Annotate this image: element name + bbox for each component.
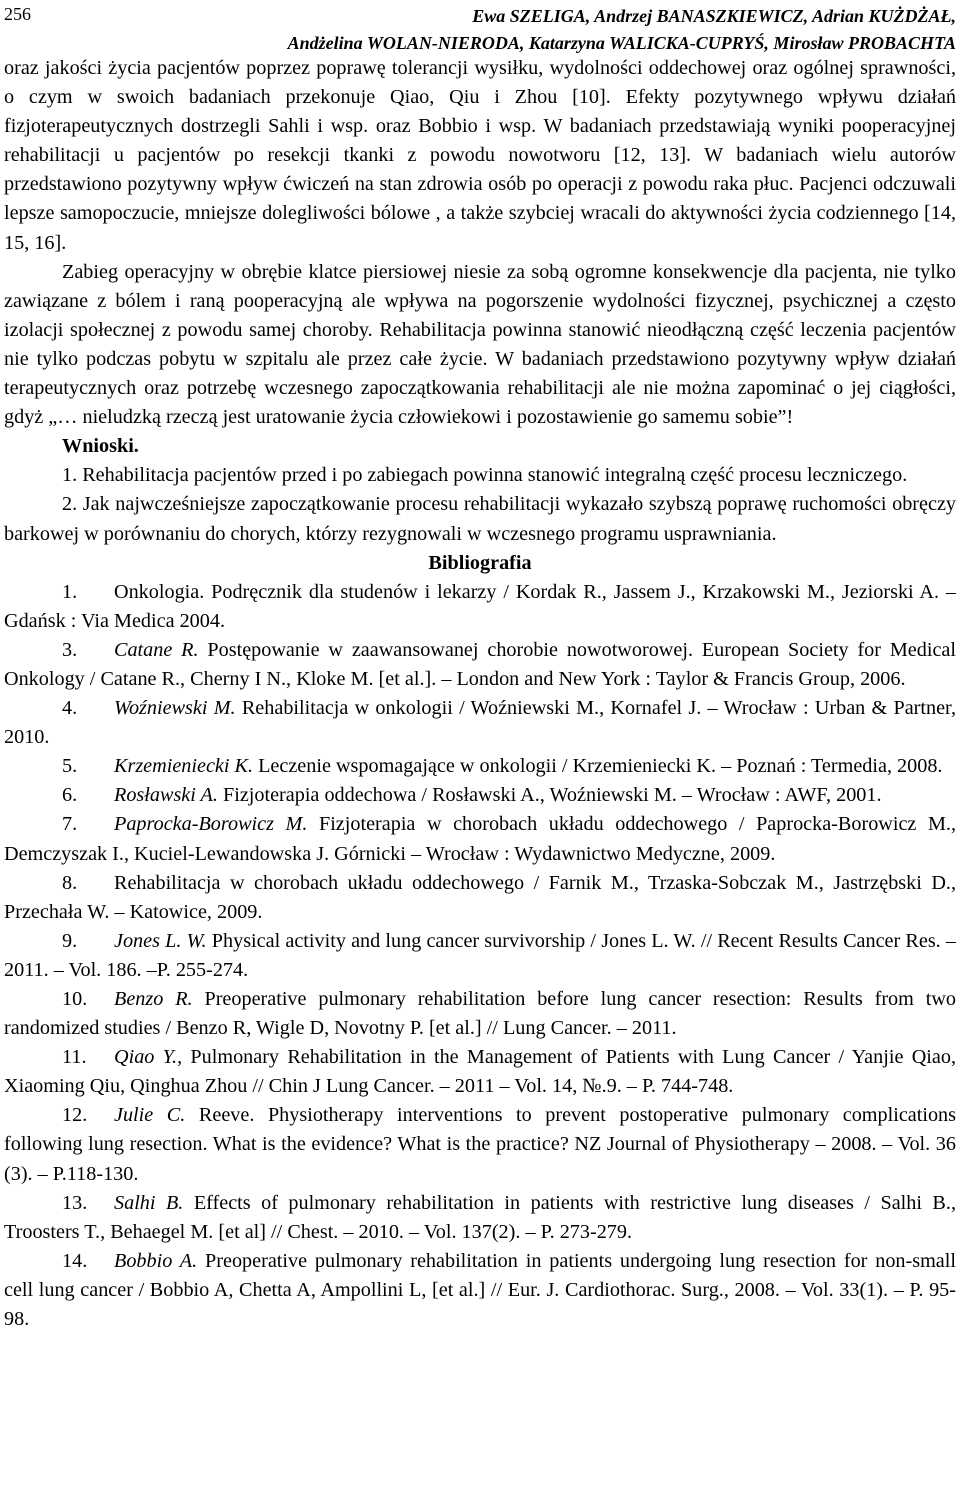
- paragraph-1: oraz jakości życia pacjentów poprzez poprawę tolerancji wysiłku, wydolności oddechowej oraz ogólnej sprawności, o czym w swoich badaniach przekonuje Qiao, Qiu i Zhou [10]. Efekty pozytywnego wpływu działań fizjoterapeutycznych dostrzegli Sahli i wsp. oraz Bobbio i wsp. W badaniach przedstawiają wyniki pooperacyjnej rehabilitacji u pacjentów po resekcji tkanki z powodu nowotworu [12, 13]. W badaniach wielu autorów przedstawiono pozytywny wpływ ćwiczeń na stan zdrowia osób po operacji z powodu raka płuc. Pacjenci odczuwali lepsze samopoczucie, mniejsze dolegliwości bólowe , a także szybciej wracali do aktywności życia codziennego [14, 15, 16].: [4, 57, 956, 254]
- entry-text: Preoperative pulmonary rehabilitation before lung cancer resection: Results from two randomized studies / Benzo R, Wigle D, Novotny P. [et al.] // Lung Cancer. – 2011.: [4, 988, 956, 1040]
- entry-text: Onkologia. Podręcznik dla studenów i lekarzy / Kordak R., Jassem J., Krzakowski M., Jeziorski A. – Gdańsk : Via Medica 2004.: [4, 580, 956, 632]
- authors-line-1: Ewa SZELIGA, Andrzej BANASZKIEWICZ, Adrian KUŻDŻAŁ,: [472, 6, 956, 26]
- bibliography-entry: [4, 985, 956, 1043]
- conclusion-1: 1. Rehabilitacja pacjentów przed i po zabiegach powinna stanowić integralną część procesu leczniczego.: [62, 464, 908, 487]
- entry-author: Qiao Y.: [114, 1046, 178, 1069]
- entry-text: Rehabilitacja w onkologii / Woźniewski M., Kornafel J. – Wrocław : Urban & Partner, 2010.: [4, 697, 957, 749]
- bibliography-entry: [4, 1247, 956, 1334]
- entry-number: 11.: [62, 1046, 87, 1069]
- entry-number: 1.: [62, 580, 78, 603]
- entry-text: Preoperative pulmonary rehabilitation in patients undergoing lung resection for non-small cell lung cancer / Bobbio A, Chetta A, Ampollini L, [et al.] // Eur. J. Cardiothorac. Surg., 2008. – Vol. 33(1). – P. 95-98.: [4, 1249, 956, 1331]
- entry-number: 13.: [62, 1191, 88, 1214]
- page: [4, 0, 956, 1334]
- entry-number: 10.: [62, 988, 88, 1010]
- entry-text: , Pulmonary Rehabilitation in the Management of Patients with Lung Cancer / Yanjie Qiao, Xiaoming Qiu, Qinghua Zhou // Chin J Lung Cancer. – 2011 – Vol. 14, №.9. – P. 744-748.: [4, 1046, 956, 1098]
- entry-number: 8.: [62, 871, 78, 894]
- entry-number: 14.: [62, 1249, 88, 1272]
- bibliography-entry: [4, 1189, 956, 1247]
- page-header: [4, 0, 956, 54]
- entry-text: Rehabilitacja w chorobach układu oddechowego / Farnik M., Trzaska-Sobczak M., Jastrzębski D., Przechała W. – Katowice, 2009.: [4, 871, 956, 923]
- bibliography-entry: [4, 636, 956, 694]
- entry-number: 6.: [62, 784, 78, 807]
- conclusions-heading: Wnioski.: [62, 435, 139, 458]
- entry-number: 5.: [62, 755, 78, 778]
- entry-number: 7.: [62, 813, 78, 836]
- bibliography-list: [4, 578, 956, 1334]
- entry-text: Postępowanie w zaawansowanej chorobie nowotworowej. European Society for Medical Onkology / Catane R., Cherny I N., Kloke M. [et al.]. – London and New York : Taylor & Francis Group, 2006.: [4, 638, 956, 690]
- entry-number: 4.: [62, 697, 78, 720]
- entry-text: Reeve. Physiotherapy interventions to prevent postoperative pulmonary complications following lung resection. What is the evidence? What is the practice? NZ Journal of Physiotherapy – 2008. – Vol. 36 (3). – P.118-130.: [4, 1104, 956, 1185]
- entry-author: Benzo R.: [114, 988, 193, 1010]
- bibliography-entry: [4, 869, 956, 927]
- entry-author: Krzemieniecki K.: [114, 755, 254, 778]
- entry-text: Leczenie wspomagające w onkologii / Krzemieniecki K. – Poznań : Termedia, 2008.: [253, 755, 943, 778]
- article-body: [4, 54, 956, 1334]
- bibliography-entry: [4, 578, 956, 636]
- paragraph-2: Zabieg operacyjny w obrębie klatce piersiowej niesie za sobą ogromne konsekwencje dla pacjenta, nie tylko zawiązane z bólem i raną pooperacyjną ale wpływa na pogorszenie wydolności fizycznej, psychicznej a często izolacji społecznej z powodu samej choroby. Rehabilitacja powinna stanowić nieodłączną część leczenia pacjentów nie tylko podczas pobytu w szpitalu ale przez całe życie. W badaniach przedstawiono pozytywny wpływ działań terapeutycznych oraz potrzebę wczesnego zapoczątkowania rehabilitacji ale nie można zapominać o jej ciągłości, gdyż „… nieludzką rzeczą jest uratowanie życia człowiekowi i pozostawienie go samemu sobie”!: [4, 260, 956, 429]
- entry-author: Woźniewski M.: [114, 697, 236, 720]
- entry-author: Catane R.: [114, 638, 199, 661]
- running-head-authors: [288, 3, 956, 57]
- bibliography-heading: Bibliografia: [428, 551, 532, 574]
- entry-number: 12.: [62, 1104, 88, 1127]
- entry-text: Fizjoterapia w chorobach układu oddechowego / Paprocka-Borowicz M., Demczyszak I., Kuciel-Lewandowska J. Górnicki – Wrocław : Wydawnictwo Medyczne, 2009.: [4, 813, 956, 865]
- bibliography-entry: [4, 694, 956, 752]
- entry-number: 9.: [62, 929, 78, 952]
- bibliography-entry: [4, 927, 956, 985]
- bibliography-entry: [4, 781, 956, 810]
- entry-author: Paprocka-Borowicz M.: [114, 813, 308, 836]
- bibliography-entry: [4, 752, 956, 781]
- entry-author: Salhi B.: [114, 1191, 184, 1214]
- bibliography-entry: [4, 1043, 956, 1101]
- entry-author: Bobbio A.: [114, 1249, 198, 1272]
- entry-text: Fizjoterapia oddechowa / Rosławski A., Woźniewski M. – Wrocław : AWF, 2001.: [217, 784, 882, 807]
- entry-author: Julie C.: [114, 1104, 186, 1127]
- authors-line-2: Andżelina WOLAN-NIERODA, Katarzyna WALICKA-CUPRYŚ, Mirosław PROBACHTA: [287, 33, 956, 53]
- entry-author: Rosławski A.: [114, 784, 218, 807]
- bibliography-entry: [4, 810, 956, 868]
- entry-author: Jones L. W.: [114, 929, 207, 952]
- entry-number: 3.: [62, 638, 78, 661]
- conclusion-2: 2. Jak najwcześniejsze zapoczątkowanie procesu rehabilitacji wykazało szybszą poprawę ruchomości obręczy barkowej w porównaniu do chorych, którzy rezygnowali w wczesnego programu usprawniania.: [4, 493, 956, 545]
- entry-text: Effects of pulmonary rehabilitation in patients with restrictive lung diseases / Salhi B., Troosters T., Behaegel M. [et al] // Chest. – 2010. – Vol. 137(2). – P. 273-279.: [4, 1191, 956, 1243]
- page-number: 256: [4, 4, 31, 24]
- bibliography-entry: [4, 1101, 956, 1188]
- entry-text: Physical activity and lung cancer survivorship / Jones L. W. // Recent Results Cancer Res. – 2011. – Vol. 186. –P. 255-274.: [4, 929, 956, 981]
